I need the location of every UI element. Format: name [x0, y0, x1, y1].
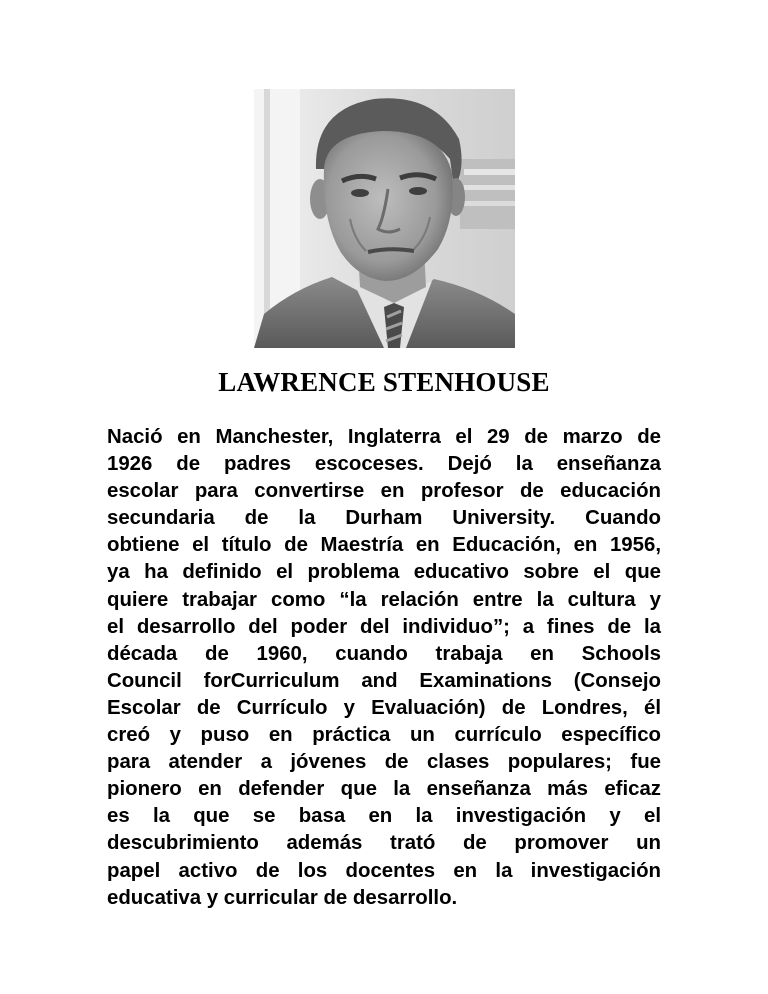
bio-line: 1926 de padres escoceses. Dejó la enseñanza — [107, 453, 661, 476]
bio-line: es la que se basa en la investigación y el — [107, 805, 661, 828]
biography-text — [107, 424, 661, 912]
bio-line: Council forCurriculum and Examinations (Consejo — [107, 669, 661, 692]
bio-line: papel activo de los docentes en la investigación — [107, 859, 661, 882]
bio-line: el desarrollo del poder del individuo”; a fines de la — [107, 615, 661, 638]
bio-line: Escolar de Currículo y Evaluación) de Londres, él — [107, 696, 661, 719]
page-title: LAWRENCE STENHOUSE — [218, 367, 550, 397]
portrait-photo — [254, 89, 515, 348]
bio-line: para atender a jóvenes de clases populares; fue — [107, 751, 661, 774]
bio-line: secundaria de la Durham University. Cuando — [107, 507, 661, 530]
bio-line: obtiene el título de Maestría en Educación, en 1956, — [107, 534, 661, 557]
bio-line: creó y puso en práctica un currículo específico — [107, 724, 661, 747]
bio-line: década de 1960, cuando trabaja en Schools — [107, 642, 661, 665]
bio-line: escolar para convertirse en profesor de educación — [107, 480, 661, 503]
bio-line: ya ha definido el problema educativo sobre el que — [107, 561, 661, 584]
bio-line: educativa y curricular de desarrollo. — [107, 886, 458, 909]
bio-line: Nació en Manchester, Inglaterra el 29 de marzo de — [107, 426, 661, 448]
bio-line: quiere trabajar como “la relación entre la cultura y — [107, 588, 661, 611]
bio-line: descubrimiento además trató de promover un — [107, 832, 661, 855]
bio-line: pionero en defender que la enseñanza más eficaz — [107, 778, 661, 801]
